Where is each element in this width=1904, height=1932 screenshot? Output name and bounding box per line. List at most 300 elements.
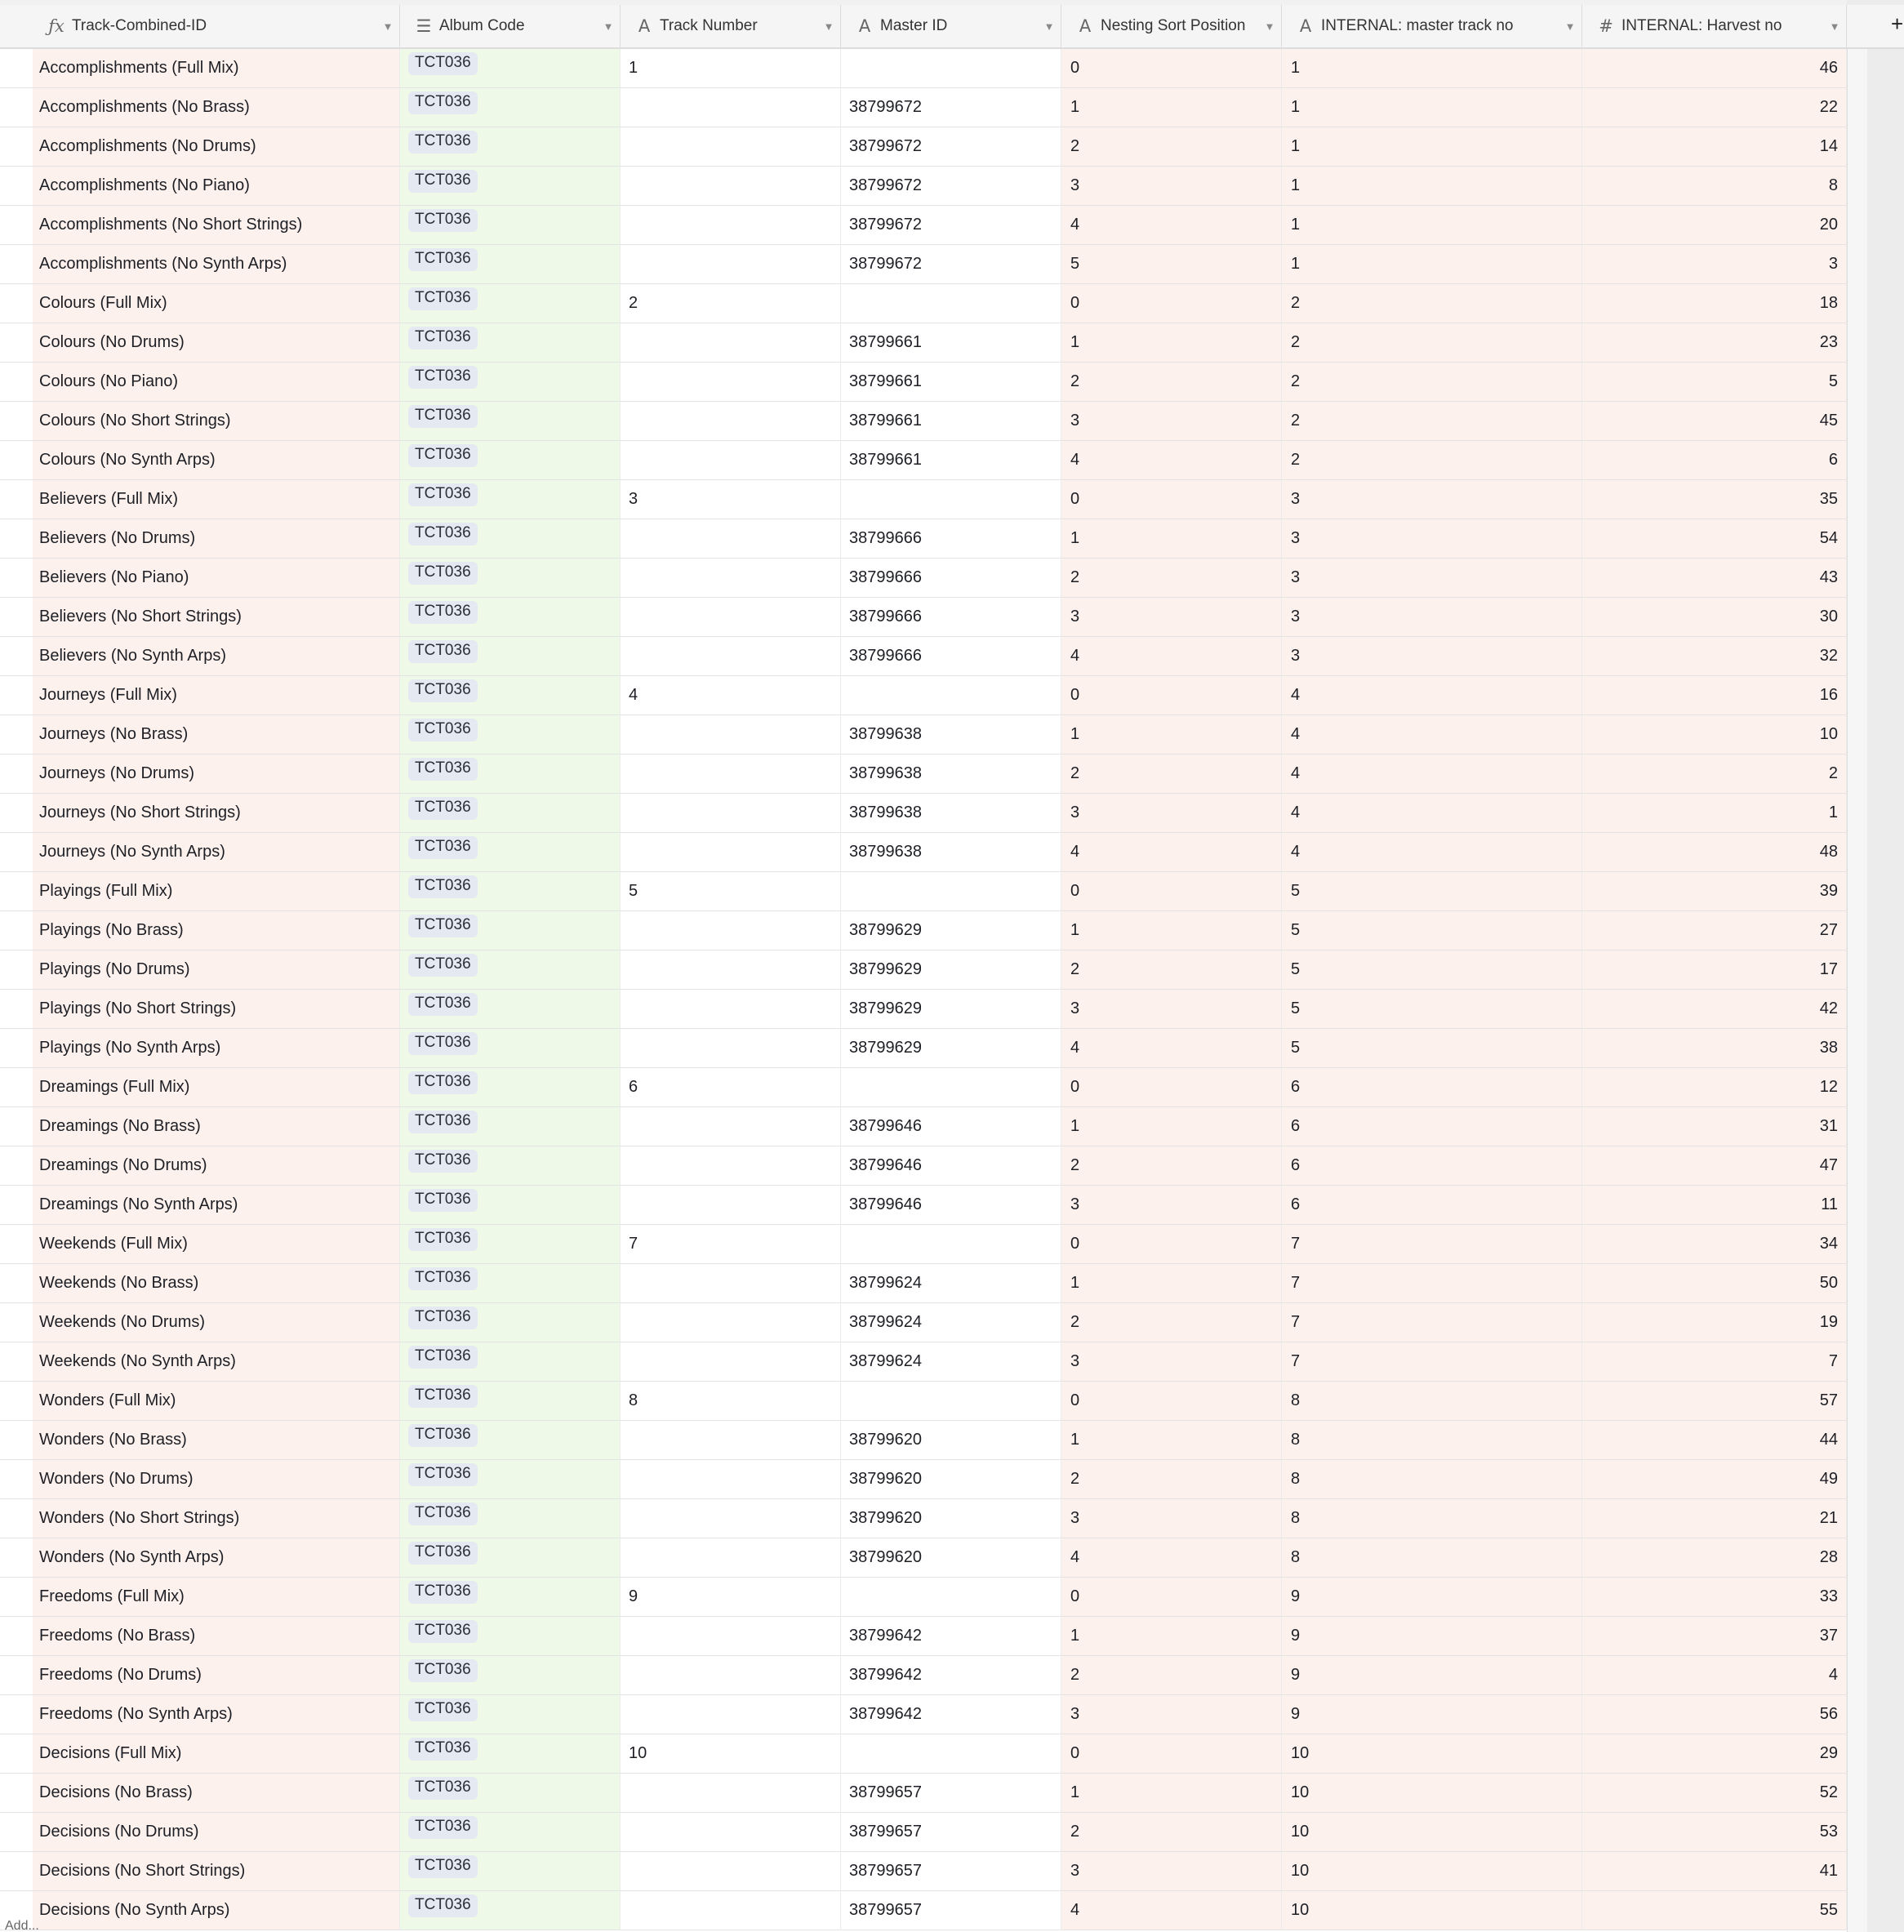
album-code-cell[interactable]: [400, 363, 621, 402]
table-row[interactable]: [0, 1342, 1847, 1382]
track-combined-id-cell[interactable]: [33, 676, 400, 715]
table-row[interactable]: [0, 206, 1847, 245]
internal-harvest-no-cell[interactable]: [1582, 1225, 1847, 1264]
nesting-sort-position-cell[interactable]: [1061, 1538, 1282, 1578]
album-code-cell[interactable]: [400, 715, 621, 755]
internal-harvest-no-cell[interactable]: [1582, 1891, 1847, 1930]
master-id-cell[interactable]: [841, 1225, 1061, 1264]
master-id-cell[interactable]: [841, 167, 1061, 206]
album-code-cell[interactable]: [400, 519, 621, 559]
album-code-cell[interactable]: [400, 88, 621, 127]
track-combined-id-cell[interactable]: [33, 1382, 400, 1421]
album-code-cell[interactable]: [400, 559, 621, 598]
album-code-cell[interactable]: [400, 1813, 621, 1852]
nesting-sort-position-cell[interactable]: [1061, 950, 1282, 990]
internal-harvest-no-cell[interactable]: [1582, 1538, 1847, 1578]
track-combined-id-cell[interactable]: [33, 559, 400, 598]
internal-master-track-no-cell[interactable]: [1282, 715, 1582, 755]
internal-master-track-no-cell[interactable]: [1282, 245, 1582, 284]
track-combined-id-cell[interactable]: [33, 1813, 400, 1852]
album-code-cell[interactable]: [400, 1303, 621, 1342]
column-header-master-id[interactable]: [841, 5, 1061, 47]
internal-master-track-no-cell[interactable]: [1282, 1499, 1582, 1538]
nesting-sort-position-cell[interactable]: [1061, 1146, 1282, 1186]
track-number-cell[interactable]: [621, 519, 841, 559]
master-id-cell[interactable]: [841, 1499, 1061, 1538]
track-number-cell[interactable]: [621, 833, 841, 872]
internal-master-track-no-cell[interactable]: [1282, 402, 1582, 441]
nesting-sort-position-cell[interactable]: [1061, 637, 1282, 676]
table-row[interactable]: [0, 245, 1847, 284]
master-id-cell[interactable]: [841, 402, 1061, 441]
table-row[interactable]: [0, 167, 1847, 206]
track-number-cell[interactable]: [621, 1813, 841, 1852]
track-number-cell[interactable]: [621, 1264, 841, 1303]
album-code-cell[interactable]: [400, 1774, 621, 1813]
master-id-cell[interactable]: [841, 1264, 1061, 1303]
nesting-sort-position-cell[interactable]: [1061, 363, 1282, 402]
master-id-cell[interactable]: [841, 1303, 1061, 1342]
track-number-cell[interactable]: [621, 1342, 841, 1382]
album-code-cell[interactable]: [400, 284, 621, 323]
table-row[interactable]: [0, 480, 1847, 519]
chevron-down-icon[interactable]: ▼: [1043, 20, 1055, 33]
track-combined-id-cell[interactable]: [33, 833, 400, 872]
nesting-sort-position-cell[interactable]: [1061, 323, 1282, 363]
internal-harvest-no-cell[interactable]: [1582, 284, 1847, 323]
internal-master-track-no-cell[interactable]: [1282, 1578, 1582, 1617]
master-id-cell[interactable]: [841, 911, 1061, 950]
track-number-cell[interactable]: [621, 402, 841, 441]
track-combined-id-cell[interactable]: [33, 1342, 400, 1382]
nesting-sort-position-cell[interactable]: [1061, 1186, 1282, 1225]
chevron-down-icon[interactable]: ▼: [1564, 20, 1576, 33]
track-combined-id-cell[interactable]: [33, 1460, 400, 1499]
master-id-cell[interactable]: [841, 715, 1061, 755]
nesting-sort-position-cell[interactable]: [1061, 1225, 1282, 1264]
master-id-cell[interactable]: [841, 637, 1061, 676]
internal-harvest-no-cell[interactable]: [1582, 1460, 1847, 1499]
internal-harvest-no-cell[interactable]: [1582, 519, 1847, 559]
track-number-cell[interactable]: [621, 1499, 841, 1538]
master-id-cell[interactable]: [841, 284, 1061, 323]
album-code-cell[interactable]: [400, 1538, 621, 1578]
table-row[interactable]: [0, 1421, 1847, 1460]
album-code-cell[interactable]: [400, 1617, 621, 1656]
internal-master-track-no-cell[interactable]: [1282, 1695, 1582, 1734]
internal-harvest-no-cell[interactable]: [1582, 480, 1847, 519]
album-code-cell[interactable]: [400, 1068, 621, 1107]
internal-harvest-no-cell[interactable]: [1582, 127, 1847, 167]
table-row[interactable]: [0, 990, 1847, 1029]
album-code-cell[interactable]: [400, 1656, 621, 1695]
master-id-cell[interactable]: [841, 1695, 1061, 1734]
internal-harvest-no-cell[interactable]: [1582, 1186, 1847, 1225]
nesting-sort-position-cell[interactable]: [1061, 402, 1282, 441]
master-id-cell[interactable]: [841, 755, 1061, 794]
internal-master-track-no-cell[interactable]: [1282, 1734, 1582, 1774]
table-row[interactable]: [0, 637, 1847, 676]
master-id-cell[interactable]: [841, 127, 1061, 167]
track-number-cell[interactable]: [621, 1538, 841, 1578]
track-number-cell[interactable]: [621, 637, 841, 676]
internal-master-track-no-cell[interactable]: [1282, 1068, 1582, 1107]
nesting-sort-position-cell[interactable]: [1061, 1421, 1282, 1460]
track-number-cell[interactable]: [621, 323, 841, 363]
internal-master-track-no-cell[interactable]: [1282, 1107, 1582, 1146]
internal-harvest-no-cell[interactable]: [1582, 1774, 1847, 1813]
album-code-cell[interactable]: [400, 1029, 621, 1068]
table-row[interactable]: [0, 323, 1847, 363]
internal-harvest-no-cell[interactable]: [1582, 245, 1847, 284]
track-combined-id-cell[interactable]: [33, 950, 400, 990]
table-row[interactable]: [0, 676, 1847, 715]
nesting-sort-position-cell[interactable]: [1061, 872, 1282, 911]
nesting-sort-position-cell[interactable]: [1061, 1852, 1282, 1891]
nesting-sort-position-cell[interactable]: [1061, 1891, 1282, 1930]
master-id-cell[interactable]: [841, 1578, 1061, 1617]
track-combined-id-cell[interactable]: [33, 245, 400, 284]
album-code-cell[interactable]: [400, 49, 621, 88]
internal-master-track-no-cell[interactable]: [1282, 519, 1582, 559]
table-row[interactable]: [0, 1029, 1847, 1068]
nesting-sort-position-cell[interactable]: [1061, 1460, 1282, 1499]
album-code-cell[interactable]: [400, 245, 621, 284]
internal-harvest-no-cell[interactable]: [1582, 1695, 1847, 1734]
track-combined-id-cell[interactable]: [33, 1891, 400, 1930]
internal-master-track-no-cell[interactable]: [1282, 167, 1582, 206]
album-code-cell[interactable]: [400, 1578, 621, 1617]
master-id-cell[interactable]: [841, 1421, 1061, 1460]
nesting-sort-position-cell[interactable]: [1061, 1656, 1282, 1695]
track-number-cell[interactable]: [621, 1146, 841, 1186]
internal-master-track-no-cell[interactable]: [1282, 1891, 1582, 1930]
master-id-cell[interactable]: [841, 833, 1061, 872]
nesting-sort-position-cell[interactable]: [1061, 1029, 1282, 1068]
internal-harvest-no-cell[interactable]: [1582, 1146, 1847, 1186]
track-combined-id-cell[interactable]: [33, 990, 400, 1029]
internal-master-track-no-cell[interactable]: [1282, 1264, 1582, 1303]
table-row[interactable]: [0, 1656, 1847, 1695]
master-id-cell[interactable]: [841, 363, 1061, 402]
album-code-cell[interactable]: [400, 1891, 621, 1930]
track-number-cell[interactable]: [621, 1617, 841, 1656]
track-combined-id-cell[interactable]: [33, 206, 400, 245]
nesting-sort-position-cell[interactable]: [1061, 676, 1282, 715]
nesting-sort-position-cell[interactable]: [1061, 1107, 1282, 1146]
nesting-sort-position-cell[interactable]: [1061, 206, 1282, 245]
table-row[interactable]: [0, 1578, 1847, 1617]
track-combined-id-cell[interactable]: [33, 598, 400, 637]
table-row[interactable]: [0, 519, 1847, 559]
track-number-cell[interactable]: [621, 1303, 841, 1342]
album-code-cell[interactable]: [400, 167, 621, 206]
track-combined-id-cell[interactable]: [33, 323, 400, 363]
album-code-cell[interactable]: [400, 402, 621, 441]
master-id-cell[interactable]: [841, 1068, 1061, 1107]
track-number-cell[interactable]: [621, 676, 841, 715]
table-row[interactable]: [0, 1146, 1847, 1186]
internal-master-track-no-cell[interactable]: [1282, 1029, 1582, 1068]
nesting-sort-position-cell[interactable]: [1061, 715, 1282, 755]
track-combined-id-cell[interactable]: [33, 1578, 400, 1617]
internal-harvest-no-cell[interactable]: [1582, 1264, 1847, 1303]
master-id-cell[interactable]: [841, 872, 1061, 911]
master-id-cell[interactable]: [841, 1891, 1061, 1930]
internal-harvest-no-cell[interactable]: [1582, 833, 1847, 872]
track-combined-id-cell[interactable]: [33, 363, 400, 402]
nesting-sort-position-cell[interactable]: [1061, 49, 1282, 88]
track-number-cell[interactable]: [621, 1734, 841, 1774]
track-combined-id-cell[interactable]: [33, 519, 400, 559]
internal-master-track-no-cell[interactable]: [1282, 1460, 1582, 1499]
internal-master-track-no-cell[interactable]: [1282, 950, 1582, 990]
track-number-cell[interactable]: [621, 245, 841, 284]
table-row[interactable]: [0, 284, 1847, 323]
nesting-sort-position-cell[interactable]: [1061, 911, 1282, 950]
chevron-down-icon[interactable]: ▼: [823, 20, 834, 33]
track-number-cell[interactable]: [621, 363, 841, 402]
album-code-cell[interactable]: [400, 1421, 621, 1460]
table-row[interactable]: [0, 363, 1847, 402]
track-combined-id-cell[interactable]: [33, 1107, 400, 1146]
internal-master-track-no-cell[interactable]: [1282, 755, 1582, 794]
internal-harvest-no-cell[interactable]: [1582, 1852, 1847, 1891]
table-row[interactable]: [0, 715, 1847, 755]
album-code-cell[interactable]: [400, 1499, 621, 1538]
album-code-cell[interactable]: [400, 872, 621, 911]
album-code-cell[interactable]: [400, 637, 621, 676]
track-combined-id-cell[interactable]: [33, 1774, 400, 1813]
master-id-cell[interactable]: [841, 1029, 1061, 1068]
add-column-plus-icon[interactable]: +: [1891, 11, 1904, 36]
table-row[interactable]: [0, 1264, 1847, 1303]
album-code-cell[interactable]: [400, 598, 621, 637]
album-code-cell[interactable]: [400, 1186, 621, 1225]
internal-harvest-no-cell[interactable]: [1582, 598, 1847, 637]
track-combined-id-cell[interactable]: [33, 480, 400, 519]
internal-master-track-no-cell[interactable]: [1282, 1186, 1582, 1225]
internal-harvest-no-cell[interactable]: [1582, 88, 1847, 127]
track-combined-id-cell[interactable]: [33, 1421, 400, 1460]
track-combined-id-cell[interactable]: [33, 1734, 400, 1774]
internal-master-track-no-cell[interactable]: [1282, 363, 1582, 402]
table-row[interactable]: [0, 1617, 1847, 1656]
track-number-cell[interactable]: [621, 990, 841, 1029]
master-id-cell[interactable]: [841, 480, 1061, 519]
internal-master-track-no-cell[interactable]: [1282, 637, 1582, 676]
table-row[interactable]: [0, 1225, 1847, 1264]
table-row[interactable]: [0, 88, 1847, 127]
table-row[interactable]: [0, 1852, 1847, 1891]
master-id-cell[interactable]: [841, 794, 1061, 833]
table-row[interactable]: [0, 1107, 1847, 1146]
table-row[interactable]: [0, 1499, 1847, 1538]
track-number-cell[interactable]: [621, 167, 841, 206]
master-id-cell[interactable]: [841, 1656, 1061, 1695]
chevron-down-icon[interactable]: ▼: [382, 20, 394, 33]
master-id-cell[interactable]: [841, 1460, 1061, 1499]
internal-master-track-no-cell[interactable]: [1282, 1538, 1582, 1578]
track-combined-id-cell[interactable]: [33, 1695, 400, 1734]
nesting-sort-position-cell[interactable]: [1061, 1695, 1282, 1734]
nesting-sort-position-cell[interactable]: [1061, 833, 1282, 872]
nesting-sort-position-cell[interactable]: [1061, 598, 1282, 637]
track-combined-id-cell[interactable]: [33, 1068, 400, 1107]
internal-harvest-no-cell[interactable]: [1582, 206, 1847, 245]
internal-master-track-no-cell[interactable]: [1282, 49, 1582, 88]
album-code-cell[interactable]: [400, 1146, 621, 1186]
internal-harvest-no-cell[interactable]: [1582, 402, 1847, 441]
track-combined-id-cell[interactable]: [33, 637, 400, 676]
internal-master-track-no-cell[interactable]: [1282, 794, 1582, 833]
table-row[interactable]: [0, 598, 1847, 637]
track-combined-id-cell[interactable]: [33, 715, 400, 755]
column-header-nesting-sort-position[interactable]: [1061, 5, 1282, 47]
master-id-cell[interactable]: [841, 676, 1061, 715]
internal-master-track-no-cell[interactable]: [1282, 1146, 1582, 1186]
nesting-sort-position-cell[interactable]: [1061, 1264, 1282, 1303]
master-id-cell[interactable]: [841, 950, 1061, 990]
nesting-sort-position-cell[interactable]: [1061, 441, 1282, 480]
column-header-internal-harvest-no[interactable]: [1582, 5, 1847, 47]
table-row[interactable]: [0, 755, 1847, 794]
track-number-cell[interactable]: [621, 441, 841, 480]
track-combined-id-cell[interactable]: [33, 1617, 400, 1656]
table-row[interactable]: [0, 872, 1847, 911]
master-id-cell[interactable]: [841, 1617, 1061, 1656]
table-row[interactable]: [0, 1538, 1847, 1578]
track-combined-id-cell[interactable]: [33, 284, 400, 323]
internal-master-track-no-cell[interactable]: [1282, 323, 1582, 363]
internal-harvest-no-cell[interactable]: [1582, 637, 1847, 676]
vertical-scrollbar[interactable]: [1847, 49, 1867, 1932]
track-number-cell[interactable]: [621, 1656, 841, 1695]
album-code-cell[interactable]: [400, 794, 621, 833]
nesting-sort-position-cell[interactable]: [1061, 1068, 1282, 1107]
track-combined-id-cell[interactable]: [33, 794, 400, 833]
track-number-cell[interactable]: [621, 284, 841, 323]
internal-harvest-no-cell[interactable]: [1582, 950, 1847, 990]
table-row[interactable]: [0, 1734, 1847, 1774]
album-code-cell[interactable]: [400, 1225, 621, 1264]
track-number-cell[interactable]: [621, 715, 841, 755]
master-id-cell[interactable]: [841, 1107, 1061, 1146]
track-number-cell[interactable]: [621, 559, 841, 598]
album-code-cell[interactable]: [400, 833, 621, 872]
master-id-cell[interactable]: [841, 1852, 1061, 1891]
album-code-cell[interactable]: [400, 127, 621, 167]
track-number-cell[interactable]: [621, 1695, 841, 1734]
album-code-cell[interactable]: [400, 206, 621, 245]
track-number-cell[interactable]: [621, 911, 841, 950]
table-row[interactable]: [0, 911, 1847, 950]
internal-harvest-no-cell[interactable]: [1582, 559, 1847, 598]
internal-master-track-no-cell[interactable]: [1282, 206, 1582, 245]
track-combined-id-cell[interactable]: [33, 755, 400, 794]
table-row[interactable]: [0, 1460, 1847, 1499]
table-row[interactable]: [0, 1813, 1847, 1852]
internal-master-track-no-cell[interactable]: [1282, 990, 1582, 1029]
nesting-sort-position-cell[interactable]: [1061, 1578, 1282, 1617]
column-header-album-code[interactable]: [400, 5, 621, 47]
internal-harvest-no-cell[interactable]: [1582, 676, 1847, 715]
internal-master-track-no-cell[interactable]: [1282, 284, 1582, 323]
master-id-cell[interactable]: [841, 1382, 1061, 1421]
table-row[interactable]: [0, 402, 1847, 441]
album-code-cell[interactable]: [400, 1734, 621, 1774]
track-combined-id-cell[interactable]: [33, 872, 400, 911]
track-combined-id-cell[interactable]: [33, 49, 400, 88]
track-combined-id-cell[interactable]: [33, 88, 400, 127]
track-combined-id-cell[interactable]: [33, 402, 400, 441]
nesting-sort-position-cell[interactable]: [1061, 127, 1282, 167]
chevron-down-icon[interactable]: ▼: [1829, 20, 1840, 33]
track-number-cell[interactable]: [621, 1107, 841, 1146]
track-number-cell[interactable]: [621, 206, 841, 245]
table-row[interactable]: [0, 559, 1847, 598]
track-number-cell[interactable]: [621, 1852, 841, 1891]
master-id-cell[interactable]: [841, 206, 1061, 245]
internal-master-track-no-cell[interactable]: [1282, 1303, 1582, 1342]
internal-master-track-no-cell[interactable]: [1282, 1382, 1582, 1421]
internal-master-track-no-cell[interactable]: [1282, 676, 1582, 715]
album-code-cell[interactable]: [400, 755, 621, 794]
master-id-cell[interactable]: [841, 990, 1061, 1029]
table-row[interactable]: [0, 1382, 1847, 1421]
internal-harvest-no-cell[interactable]: [1582, 363, 1847, 402]
internal-harvest-no-cell[interactable]: [1582, 441, 1847, 480]
internal-master-track-no-cell[interactable]: [1282, 1342, 1582, 1382]
album-code-cell[interactable]: [400, 990, 621, 1029]
chevron-down-icon[interactable]: ▼: [1264, 20, 1275, 33]
nesting-sort-position-cell[interactable]: [1061, 1813, 1282, 1852]
nesting-sort-position-cell[interactable]: [1061, 755, 1282, 794]
album-code-cell[interactable]: [400, 911, 621, 950]
internal-master-track-no-cell[interactable]: [1282, 911, 1582, 950]
internal-master-track-no-cell[interactable]: [1282, 441, 1582, 480]
master-id-cell[interactable]: [841, 559, 1061, 598]
master-id-cell[interactable]: [841, 88, 1061, 127]
internal-harvest-no-cell[interactable]: [1582, 715, 1847, 755]
track-combined-id-cell[interactable]: [33, 1538, 400, 1578]
internal-master-track-no-cell[interactable]: [1282, 598, 1582, 637]
nesting-sort-position-cell[interactable]: [1061, 1342, 1282, 1382]
track-combined-id-cell[interactable]: [33, 167, 400, 206]
track-number-cell[interactable]: [621, 127, 841, 167]
table-row[interactable]: [0, 1774, 1847, 1813]
album-code-cell[interactable]: [400, 1460, 621, 1499]
table-row[interactable]: [0, 1186, 1847, 1225]
table-row[interactable]: [0, 49, 1847, 88]
nesting-sort-position-cell[interactable]: [1061, 1774, 1282, 1813]
internal-harvest-no-cell[interactable]: [1582, 1656, 1847, 1695]
internal-harvest-no-cell[interactable]: [1582, 990, 1847, 1029]
internal-harvest-no-cell[interactable]: [1582, 1303, 1847, 1342]
table-row[interactable]: [0, 950, 1847, 990]
internal-harvest-no-cell[interactable]: [1582, 1342, 1847, 1382]
table-row[interactable]: [0, 127, 1847, 167]
album-code-cell[interactable]: [400, 1695, 621, 1734]
track-combined-id-cell[interactable]: [33, 1499, 400, 1538]
track-combined-id-cell[interactable]: [33, 1029, 400, 1068]
nesting-sort-position-cell[interactable]: [1061, 245, 1282, 284]
table-row[interactable]: [0, 1068, 1847, 1107]
album-code-cell[interactable]: [400, 1382, 621, 1421]
add-record-hint[interactable]: Add...: [5, 1919, 39, 1932]
track-number-cell[interactable]: [621, 1891, 841, 1930]
master-id-cell[interactable]: [841, 245, 1061, 284]
